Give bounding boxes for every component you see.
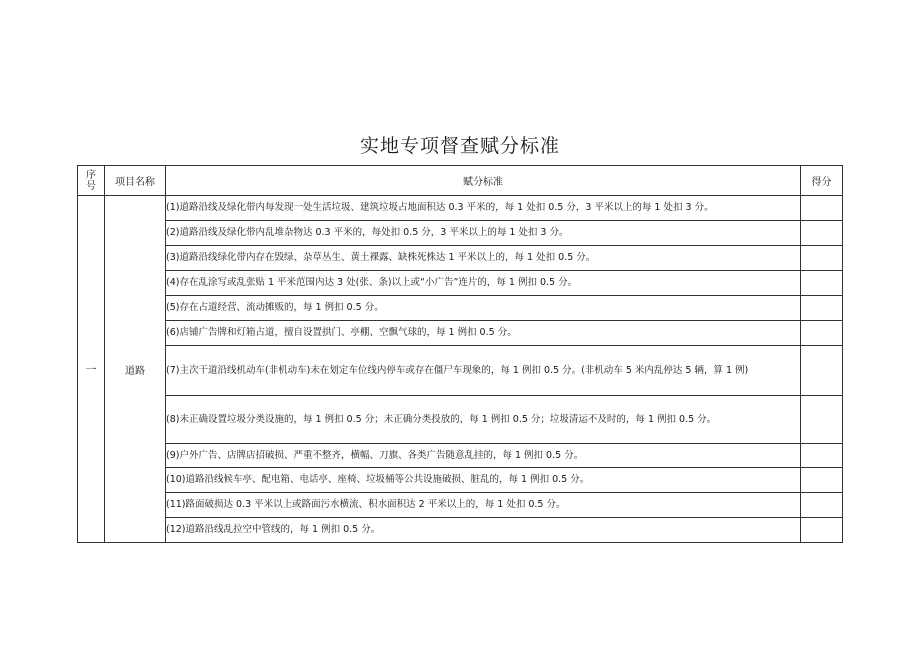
table-row <box>78 396 843 444</box>
score-cell <box>801 468 843 493</box>
criteria-cell: (8)未正确设置垃圾分类设施的，每 1 例扣 0.5 分；未正确分类投放的，每 1 例扣 0.5 分；垃圾清运不及时的，每 1 例扣 0.5 分。 <box>166 396 801 444</box>
table-row <box>78 493 843 518</box>
criteria-cell: (2)道路沿线及绿化带内乱堆杂物达 0.3 平米的，每处扣 0.5 分，3 平米以上的每 1 处扣 3 分。 <box>166 221 801 246</box>
criteria-cell: (1)道路沿线及绿化带内每发现一处生活垃圾、建筑垃圾占地面积达 0.3 平米的，每 1 处扣 0.5 分，3 平米以上的每 1 处扣 3 分。 <box>166 196 801 221</box>
table-row <box>78 271 843 296</box>
table-row <box>78 321 843 346</box>
header-seq-line2: 号 <box>86 180 96 192</box>
header-score: 得分 <box>801 166 843 196</box>
table-row <box>78 444 843 468</box>
criteria-cell: (4)存在乱涂写或乱张贴 1 平米范围内达 3 处(张、条)以上或“小广告”连片的，每 1 例扣 0.5 分。 <box>166 271 801 296</box>
criteria-cell: (6)店铺广告牌和灯箱占道，擅自设置拱门、亭棚、空飘气球的，每 1 例扣 0.5 分。 <box>166 321 801 346</box>
criteria-cell: (11)路面破损达 0.3 平米以上或路面污水横流、积水面积达 2 平米以上的，每 1 处扣 0.5 分。 <box>166 493 801 518</box>
criteria-cell: (5)存在占道经营、流动摊贩的，每 1 例扣 0.5 分。 <box>166 296 801 321</box>
score-cell <box>801 246 843 271</box>
table-row <box>78 518 843 543</box>
table-row <box>78 221 843 246</box>
table-row <box>78 196 843 221</box>
score-cell <box>801 321 843 346</box>
criteria-cell: (3)道路沿线绿化带内存在毁绿、杂草丛生、黄土裸露、缺株死株达 1 平米以上的，每 1 处扣 0.5 分。 <box>166 246 801 271</box>
header-criteria: 赋分标准 <box>166 166 801 196</box>
score-cell <box>801 196 843 221</box>
header-seq <box>78 166 105 196</box>
group-seq: 一 <box>78 196 105 543</box>
criteria-cell: (12)道路沿线乱拉空中管线的，每 1 例扣 0.5 分。 <box>166 518 801 543</box>
score-cell <box>801 346 843 396</box>
score-cell <box>801 518 843 543</box>
table-row <box>78 468 843 493</box>
criteria-cell: (10)道路沿线候车亭、配电箱、电话亭、座椅、垃圾桶等公共设施破损、脏乱的，每 1 例扣 0.5 分。 <box>166 468 801 493</box>
page-title: 实地专项督查赋分标准 <box>359 135 560 157</box>
score-cell <box>801 444 843 468</box>
score-cell <box>801 493 843 518</box>
score-cell <box>801 271 843 296</box>
score-cell <box>801 396 843 444</box>
table-row <box>78 296 843 321</box>
criteria-cell: (7)主次干道沿线机动车(非机动车)未在划定车位线内停车或存在僵尸车现象的，每 1 例扣 0.5 分。(非机动车 5 米内乱停达 5 辆，算 1 例) <box>166 346 801 396</box>
header-item-name: 项目名称 <box>105 166 166 196</box>
score-cell <box>801 296 843 321</box>
table-row <box>78 346 843 396</box>
table-row <box>78 246 843 271</box>
group-name: 道路 <box>105 196 166 543</box>
criteria-cell: (9)户外广告、店牌店招破损、严重不整齐，横幅、刀旗、各类广告随意乱挂的，每 1 例扣 0.5 分。 <box>166 444 801 468</box>
header-seq-line1: 序 <box>86 169 96 181</box>
table-header-row <box>78 166 843 196</box>
score-cell <box>801 221 843 246</box>
scoring-table <box>77 165 843 543</box>
